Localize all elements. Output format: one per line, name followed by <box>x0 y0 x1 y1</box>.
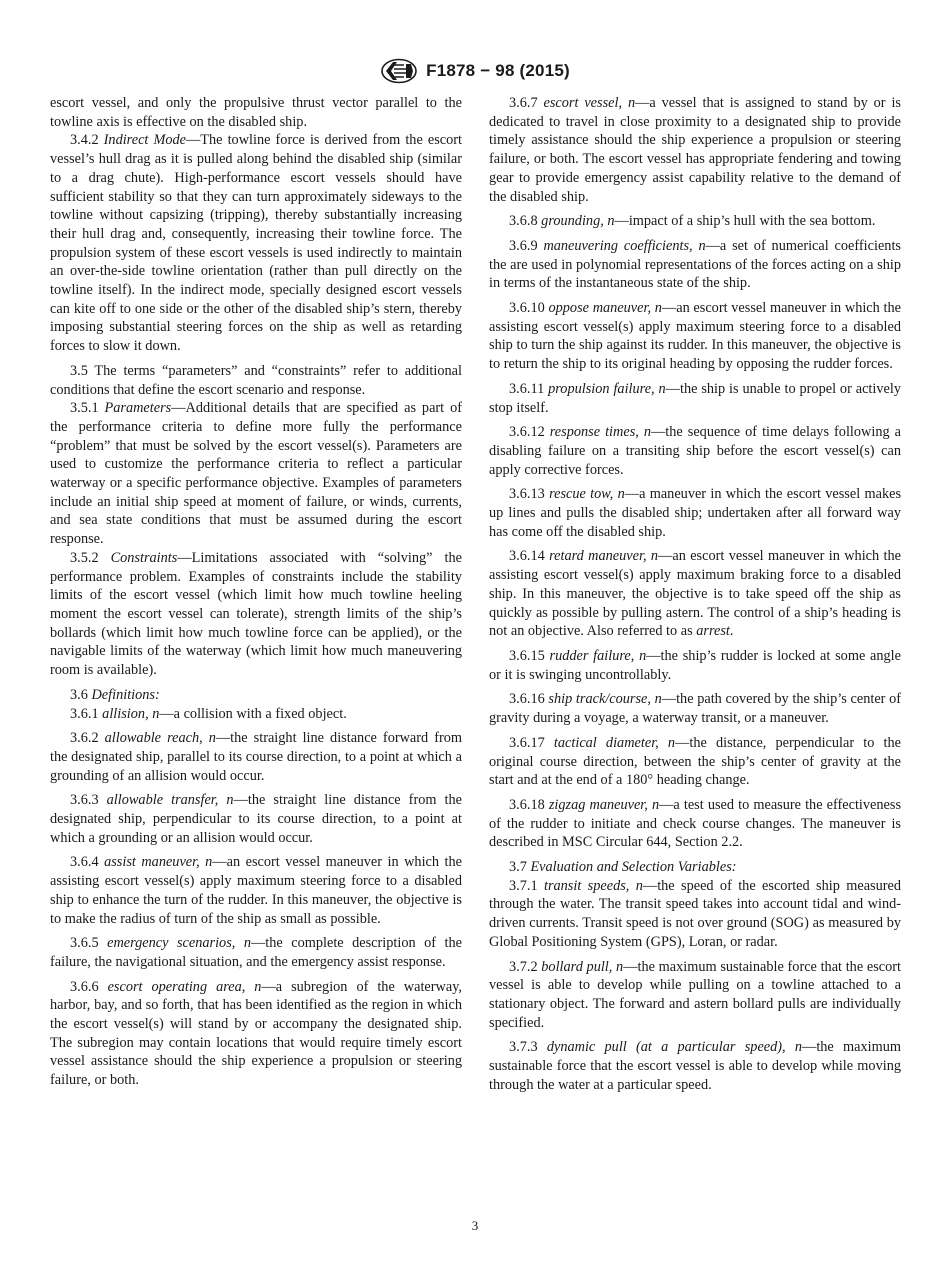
definition: 3.6.7 escort vessel, n—a vessel that is assigned to stand by or is dedicated to travel in close proximity to a designated ship to provide timely assistance should the ship experience a propulsion or steering failure, or both. The escort vessel has appropriate fendering and towing gear to provide emergency assist capability relative to the demand of the disabled ship. <box>489 95 901 205</box>
definition: 3.6.17 tactical diameter, n—the distance, perpendicular to the original course direction, between the ship’s center of gravity at the start and at the end of a 180° heading change. <box>489 734 902 789</box>
definition: 3.6.15 rudder failure, n—the ship’s rudder is locked at some angle or it is swinging uncontrollably. <box>489 647 901 683</box>
definition: 3.6.9 maneuvering coefficients, n—a set of numerical coefficients the are used in polynomial representations of the forces acting on a ship in terms of the instantaneous state of the ship. <box>489 237 901 292</box>
page-header <box>0 58 950 84</box>
definition: 3.7.2 bollard pull, n—the maximum sustainable force that the escort vessel is able to develop while pulling on a towline attached to a stationary object. The forward and astern bollard pulls are individually specified. <box>489 958 901 1031</box>
definition: 3.6.16 ship track/course, n—the path covered by the ship’s center of gravity during a voyage, a waterway transit, or a maneuver. <box>489 691 902 727</box>
section-heading: 3.7 Evaluation and Selection Variables: <box>509 859 737 876</box>
definition: 3.6.11 propulsion failure, n—the ship is unable to propel or actively stop itself. <box>489 380 901 416</box>
definition: 3.6.18 zigzag maneuver, n—a test used to measure the effectiveness of the rudder to initiate and check course changes. The maneuver is described in MSC Circular 644, Section 2.2. <box>489 796 902 851</box>
section-heading: 3.6 Definitions: <box>70 686 160 703</box>
definition: 3.7.1 transit speeds, n—the speed of the escorted ship measured through the water. The transit speed takes into account tidal and wind-driven currents. Transit speed is not over ground (SOG) as measured by Global Positioning System (GPS), Loran, or radar. <box>489 877 902 950</box>
definition: 3.6.13 rescue tow, n—a maneuver in which the escort vessel makes up lines and pulls the disabled ship; undertaken after all forward way has come off the disabled ship. <box>489 486 902 540</box>
definition: 3.6.12 response times, n—the sequence of time delays following a disabling failure on a transiting ship before the escort vessel(s) can apply corrective forces. <box>489 424 901 478</box>
definition: 3.6.2 allowable reach, n—the straight line distance forward from the designated ship, parallel to its course direction, to a point at which a grounding of an allision would occur. <box>50 730 463 784</box>
astm-logo-icon <box>380 58 418 84</box>
definition: 3.6.10 oppose maneuver, n—an escort vessel maneuver in which the assisting escort vessel(s) apply maximum steering force to a disabled ship to turn the ship against its rudder. In this maneuver, the objective is to return the ship to its original heading by opposing the rudder forces. <box>489 300 901 373</box>
definition: 3.6.4 assist maneuver, n—an escort vessel maneuver in which the assisting escort vessel(s) apply maximum steering force to a disabled ship to enhance the turn of the rudder. In this maneuver, the objective is to make the radius of turn of the ship as small as possible. <box>50 854 462 927</box>
definition: 3.6.1 allision, n—a collision with a fixed object. <box>70 705 347 722</box>
right-column <box>489 94 901 1094</box>
paragraph: escort vessel, and only the propulsive thrust vector parallel to the towline axis is effective on the disabled ship. <box>50 95 462 130</box>
paragraph: 3.4.2 Indirect Mode—The towline force is derived from the escort vessel’s hull drag as it is pulled along behind the disabled ship (similar to a drag chute). High-performance escort vessels should have sufficient stability so that they can turn approximately sideways to the towline without capsizing (tripping), thereby substantially increasing their hull drag and, consequently, increasing their towline force. The propulsion system of these escort vessels is used indirectly to maintain an over-the-side towline orientation (rather than pull directly on the towline itself). In the indirect mode, specially designed escort vessels can kite off to one side or the other of the disabled ship’s stern, thereby imposing substantial steering forces on the ship as well as retarding forces to slow it down. <box>50 132 462 355</box>
paragraph: 3.5.2 Constraints—Limitations associated with “solving” the performance problem. Examples of constraints include the stability limits of the escort vessel (which limit how much towline heeling moment the escort vessel can tolerate), strength limits of the ship’s bollards (which limit how much towline force can be applied), or the navigable limits of the waterway (which limit how much maneuvering room is available). <box>50 549 462 679</box>
definition: 3.6.5 emergency scenarios, n—the complete description of the failure, the navigational situation, and the emergency assist response. <box>50 935 462 970</box>
document-designation: F1878 − 98 (2015) <box>426 61 570 80</box>
left-column <box>50 94 462 1090</box>
paragraph: 3.5.1 Parameters—Additional details that are specified as part of the performance criteria to define more fully the performance “problem” that must be solved by the escort vessel(s). Parameters are used to customize the performance criteria to reflect a particular waterway or a specific performance objective. Examples of parameters include an initial ship speed at moment of failure, or winds, currents, and sea state conditions that must be assumed during the escort response. <box>50 400 462 548</box>
paragraph: 3.5 The terms “parameters” and “constraints” refer to additional conditions that define the escort scenario and response. <box>50 362 462 398</box>
definition: 3.6.3 allowable transfer, n—the straight line distance from the designated ship, perpendicular to its course direction, to a point at which a grounding or an allision would occur. <box>50 792 462 846</box>
definition: 3.6.14 retard maneuver, n—an escort vessel maneuver in which the assisting escort vessel(s) apply maximum braking force to a disabled ship. In this maneuver, the objective is to take speed off the ship as quickly as possible by pulling astern. The control of a ship’s heading is not an objective. Also referred to as arrest. <box>489 548 901 640</box>
definition: 3.6.6 escort operating area, n—a subregion of the waterway, harbor, bay, and so forth, that has been identified as the region in which the escort vessel(s) will stand by or accompany the designated ship. The subregion may contain locations that would require timely escort vessel assistance should the ship experience a propulsion or steering failure, or both. <box>50 978 462 1089</box>
definition: 3.6.8 grounding, n—impact of a ship’s hull with the sea bottom. <box>509 213 876 230</box>
definition: 3.7.3 dynamic pull (at a particular speed), n—the maximum sustainable force that the escort vessel is able to develop while moving through the water at a particular speed. <box>489 1039 901 1093</box>
page-number: 3 <box>471 1218 479 1233</box>
